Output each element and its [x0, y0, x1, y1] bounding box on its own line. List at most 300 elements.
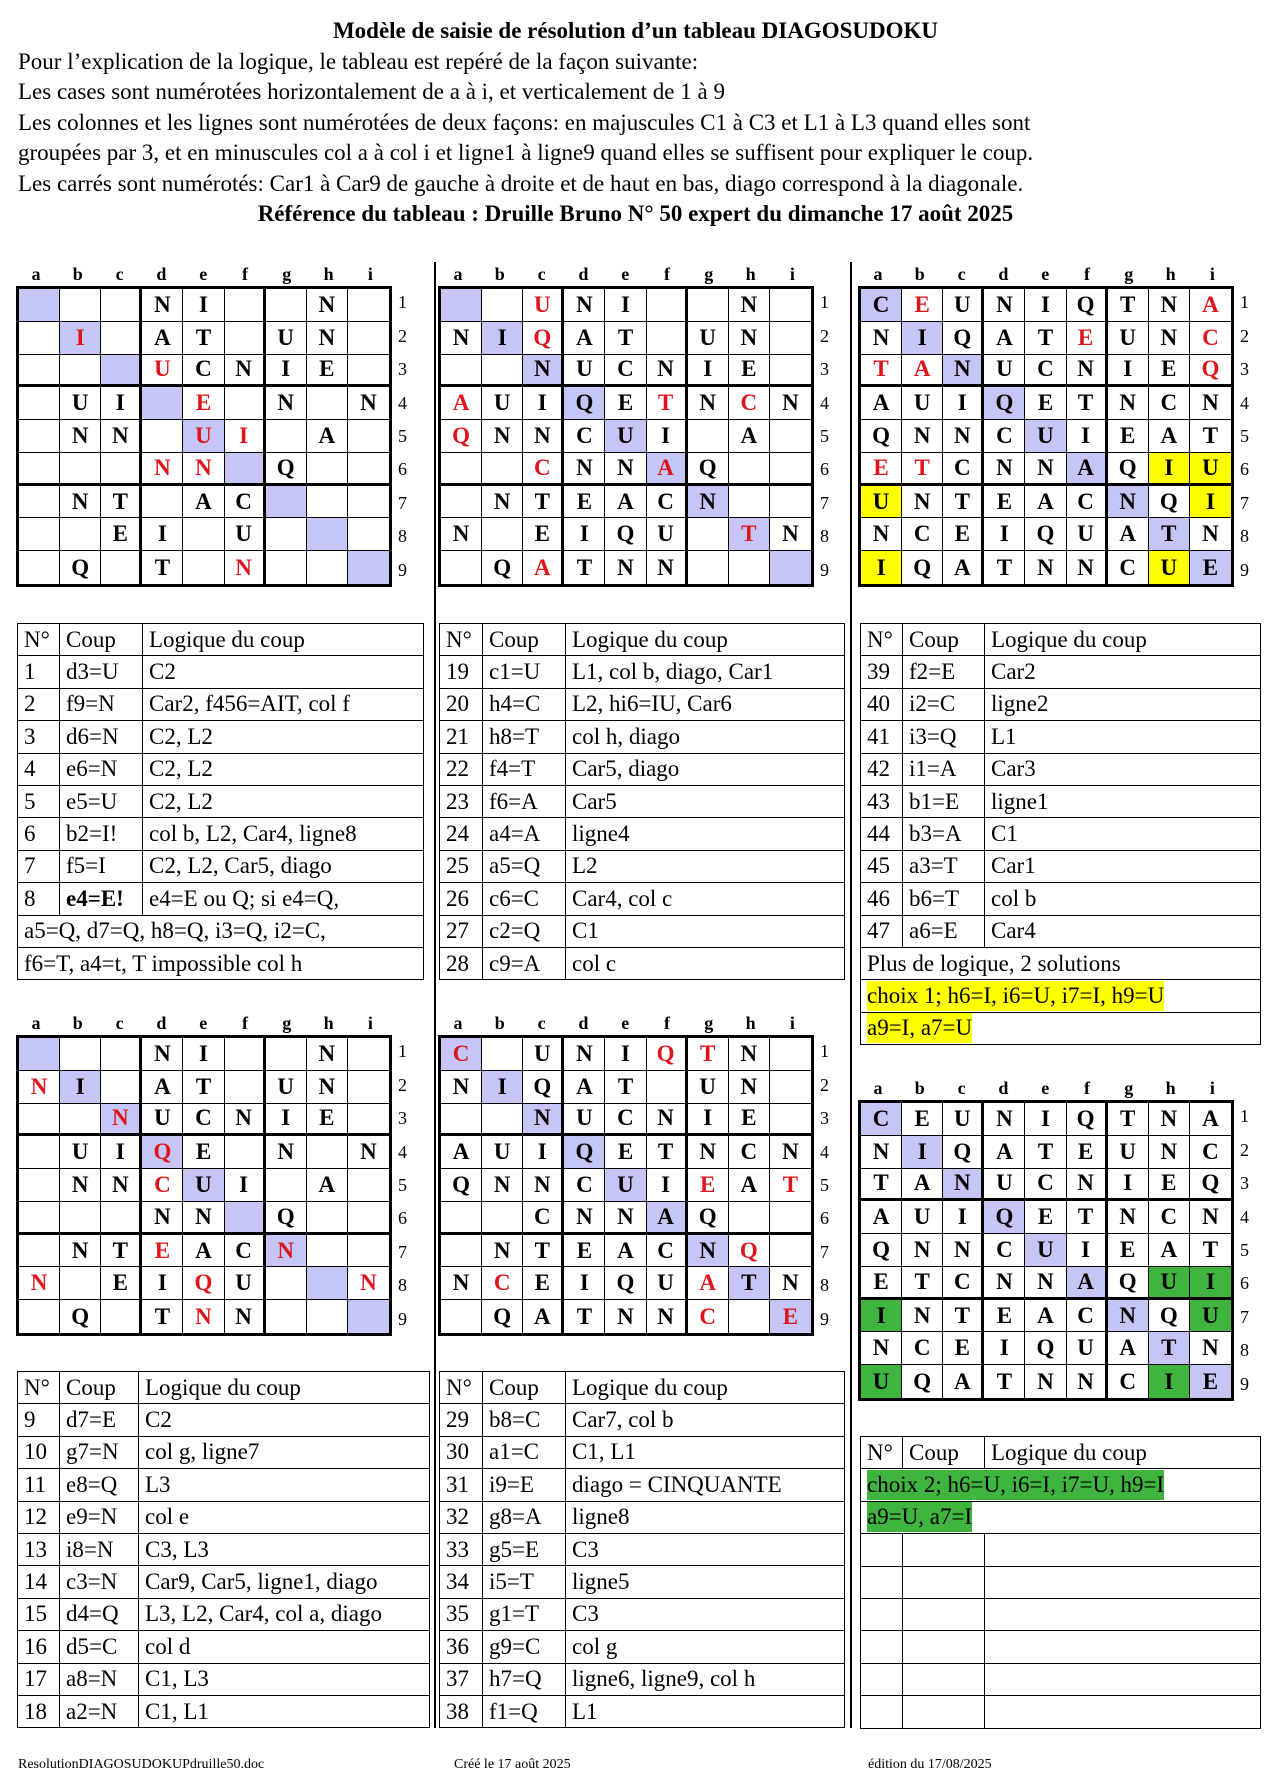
row-number: 3	[820, 359, 829, 380]
grid-cell: U	[225, 1267, 266, 1300]
row-number: 6	[1240, 1273, 1249, 1294]
move-row	[18, 850, 424, 882]
grid-cell: C	[861, 1103, 902, 1136]
move-cell: b8=C	[483, 1404, 566, 1436]
move-cell: 41	[861, 721, 903, 753]
grid-cell	[101, 322, 142, 355]
grid-cell	[101, 453, 142, 486]
grid-cell: E	[1025, 387, 1066, 420]
grid-cell: N	[984, 289, 1025, 322]
grid-cell	[441, 551, 482, 584]
grid-cell	[348, 355, 389, 388]
grid-cell: E	[101, 1267, 142, 1300]
grid-cell: U	[1025, 420, 1066, 453]
move-cell: a2=N	[60, 1695, 139, 1727]
span-row	[861, 1012, 1261, 1044]
move-cell: h4=C	[483, 688, 566, 720]
grid-cell: N	[482, 420, 523, 453]
column-divider	[850, 262, 852, 1728]
row-number: 8	[1240, 1340, 1249, 1361]
span-cell	[18, 915, 424, 947]
move-cell: C3	[566, 1533, 845, 1565]
grid-cell: N	[225, 1300, 266, 1333]
grid-cell: E	[605, 387, 646, 420]
grid-cell: U	[902, 1201, 943, 1234]
grid-cell: N	[441, 1071, 482, 1104]
col-letter: d	[578, 1013, 589, 1033]
move-cell: 40	[861, 688, 903, 720]
row-number: 6	[398, 459, 407, 480]
grid-cell	[19, 387, 60, 420]
grid-cell: U	[482, 387, 523, 420]
row-numbers	[398, 1035, 418, 1336]
move-cell: L1	[566, 1695, 845, 1727]
grid-cell: A	[523, 1300, 564, 1333]
grid-cell: N	[142, 1202, 183, 1235]
grid-cell: I	[1108, 1169, 1149, 1202]
grid-cell	[19, 518, 60, 551]
move-cell: 13	[18, 1533, 60, 1565]
row-number: 7	[398, 1241, 407, 1262]
grid-cell: T	[984, 551, 1025, 584]
row-numbers	[1240, 1100, 1260, 1401]
grid-cell: A	[564, 322, 605, 355]
grid-cell: A	[1149, 420, 1190, 453]
move-row	[18, 1566, 430, 1598]
move-cell: ligne8	[566, 1501, 845, 1533]
move-cell: a3=T	[903, 850, 985, 882]
header	[18, 16, 1253, 230]
empty-cell	[903, 1534, 985, 1566]
move-cell: 35	[440, 1598, 483, 1630]
grid-cell: N	[441, 322, 482, 355]
move-row	[440, 915, 845, 947]
row-number: 5	[820, 1174, 829, 1195]
grid-cell	[688, 420, 729, 453]
grid-cell: T	[1067, 387, 1108, 420]
move-cell: 31	[440, 1469, 483, 1501]
grid-cell	[307, 1267, 348, 1300]
row-number: 5	[1240, 1239, 1249, 1260]
move-cell: f5=I	[60, 850, 143, 882]
grid-cell: U	[1067, 518, 1108, 551]
grid-cell: I	[564, 1267, 605, 1300]
grid-cell	[348, 551, 389, 584]
grid-cell: N	[861, 322, 902, 355]
grid-cell: N	[1025, 1267, 1066, 1300]
grid-cell: N	[307, 289, 348, 322]
move-cell: 2	[18, 688, 60, 720]
span-row	[861, 947, 1261, 979]
grid-cell: E	[183, 1136, 224, 1169]
move-cell: Car5	[566, 785, 845, 817]
grid-cell	[60, 1104, 101, 1137]
move-cell: e6=N	[60, 753, 143, 785]
grid-cell: C	[984, 1234, 1025, 1267]
grid-cell	[441, 1235, 482, 1268]
grid-cell	[183, 518, 224, 551]
move-cell: 6	[18, 818, 60, 850]
move-cell: 12	[18, 1501, 60, 1533]
move-cell: C2, L2	[143, 753, 424, 785]
grid-cell	[307, 486, 348, 519]
grid-cell: N	[183, 1300, 224, 1333]
grid-cell	[729, 453, 770, 486]
grid-cell: U	[647, 1267, 688, 1300]
move-row	[861, 850, 1261, 882]
grid-cell: Q	[266, 1202, 307, 1235]
row-number: 2	[1240, 325, 1249, 346]
grid-cell: T	[1149, 518, 1190, 551]
grid-cell: N	[1067, 551, 1108, 584]
grid-cell: I	[482, 322, 523, 355]
grid-cell: N	[523, 420, 564, 453]
move-cell: ligne4	[566, 818, 845, 850]
move-cell: 39	[861, 656, 903, 688]
row-number: 1	[398, 1041, 407, 1062]
grid-cell: E	[1149, 355, 1190, 388]
move-cell: 27	[440, 915, 483, 947]
move-cell: 20	[440, 688, 483, 720]
grid-cell	[225, 1136, 266, 1169]
move-cell: e4=E!	[60, 883, 143, 915]
col-letter: g	[282, 1013, 292, 1033]
grid-cell	[688, 551, 729, 584]
move-cell: b3=A	[903, 818, 985, 850]
move-row	[18, 1631, 430, 1663]
col-letter: i	[789, 1013, 795, 1033]
grid-cell	[19, 1300, 60, 1333]
col-letter: d	[998, 1078, 1009, 1098]
grid-cell: C	[523, 453, 564, 486]
grid-cell: I	[943, 1201, 984, 1234]
grid-cell	[142, 486, 183, 519]
moves-table-1	[17, 623, 424, 980]
grid-cell	[348, 486, 389, 519]
grid-cell: C	[1190, 322, 1231, 355]
span-text: f6=T, a4=t, T impossible col h	[24, 950, 303, 976]
move-cell: h7=Q	[483, 1663, 566, 1695]
grid-cell: N	[1149, 322, 1190, 355]
grid-cell: N	[101, 1169, 142, 1202]
move-cell: Car4	[985, 915, 1261, 947]
grid-cell: U	[142, 1104, 183, 1137]
move-cell: a8=N	[60, 1663, 139, 1695]
grid-cell: I	[225, 1169, 266, 1202]
move-cell: C2	[139, 1404, 430, 1436]
col-letter: b	[72, 264, 83, 284]
grid-cell	[101, 1202, 142, 1235]
grid-cell: C	[1108, 1365, 1149, 1398]
move-cell: Car9, Car5, ligne1, diago	[139, 1566, 430, 1598]
grid-cell	[348, 1071, 389, 1104]
grid-cell: U	[1108, 322, 1149, 355]
row-number: 3	[398, 1108, 407, 1129]
row-number: 2	[820, 325, 829, 346]
move-cell: 19	[440, 656, 483, 688]
span-cell	[861, 1469, 1261, 1501]
move-row	[440, 818, 845, 850]
grid-cell: A	[142, 1071, 183, 1104]
grid-cell: C	[943, 1267, 984, 1300]
row-numbers	[820, 286, 840, 587]
grid-cell: E	[1025, 1201, 1066, 1234]
grid-cell: N	[688, 387, 729, 420]
grid-cell: C	[729, 1136, 770, 1169]
grid-cell: A	[729, 420, 770, 453]
grid-cell: A	[861, 387, 902, 420]
move-row	[861, 785, 1261, 817]
row-number: 9	[1240, 1373, 1249, 1394]
col-letter: i	[1209, 1078, 1215, 1098]
move-cell: c3=N	[60, 1566, 139, 1598]
move-cell: L2, hi6=IU, Car6	[566, 688, 845, 720]
grid-cell: U	[183, 1169, 224, 1202]
grid-cell: I	[688, 355, 729, 388]
col-letter: h	[1165, 264, 1176, 284]
grid-cell: N	[1108, 486, 1149, 519]
grid-cell: N	[605, 1300, 646, 1333]
col-letter: g	[704, 1013, 714, 1033]
move-cell: 47	[861, 915, 903, 947]
move-cell: 25	[440, 850, 483, 882]
moves-table-4	[17, 1371, 430, 1728]
span-text: choix 2; h6=U, i6=I, i7=U, h9=I	[867, 1470, 1164, 1500]
move-cell: Car1	[985, 850, 1261, 882]
grid-cell: Q	[1149, 1300, 1190, 1333]
grid-cell: C	[482, 1267, 523, 1300]
grid-cell: C	[984, 420, 1025, 453]
grid-cell: N	[861, 518, 902, 551]
grid-cell: I	[605, 1038, 646, 1071]
grid-cell: E	[861, 1267, 902, 1300]
row-number: 2	[398, 1074, 407, 1095]
grid-cell: T	[1025, 1136, 1066, 1169]
move-cell: a5=Q	[483, 850, 566, 882]
empty-cell	[903, 1566, 985, 1598]
empty-cell	[861, 1696, 903, 1728]
grid-cell	[266, 420, 307, 453]
grid-cell: E	[183, 387, 224, 420]
grid-cell: N	[60, 420, 101, 453]
col-letter: i	[367, 1013, 373, 1033]
col-letter: e	[1041, 1078, 1050, 1098]
col-letter: e	[199, 264, 208, 284]
move-cell: C1, L3	[139, 1663, 430, 1695]
move-cell: i8=N	[60, 1533, 139, 1565]
grid-cell: N	[770, 518, 811, 551]
grid-cell: E	[943, 518, 984, 551]
intro-line-5: Les carrés sont numérotés: Car1 à Car9 de gauche à droite et de haut en bas, diago correspond à la diagonale.	[18, 170, 1024, 196]
grid-cell: U	[523, 1038, 564, 1071]
move-cell: col h, diago	[566, 721, 845, 753]
move-row	[18, 688, 424, 720]
empty-cell	[861, 1631, 903, 1663]
row-number: 8	[1240, 526, 1249, 547]
move-cell: C1, L1	[566, 1436, 845, 1468]
grid-cell: T	[861, 355, 902, 388]
moves-table-3	[860, 623, 1261, 1045]
empty-cell	[985, 1631, 1261, 1663]
grid-cell: A	[729, 1169, 770, 1202]
grid-cell: I	[60, 1071, 101, 1104]
grid-cell	[60, 1202, 101, 1235]
grid-cell: Q	[902, 1365, 943, 1398]
grid-cell: N	[142, 453, 183, 486]
grid-cell: N	[266, 1136, 307, 1169]
grid-cell: N	[943, 1234, 984, 1267]
move-cell: 43	[861, 785, 903, 817]
grid-cell: Q	[266, 453, 307, 486]
grid-cell	[266, 1300, 307, 1333]
grid-cell: T	[1025, 322, 1066, 355]
col-letter: f	[1084, 264, 1090, 284]
grid-cell: N	[482, 1235, 523, 1268]
row-number: 1	[1240, 1106, 1249, 1127]
span-row	[18, 915, 424, 947]
move-cell: h8=T	[483, 721, 566, 753]
grid-cell	[19, 1136, 60, 1169]
move-cell: ligne2	[985, 688, 1261, 720]
grid-cell	[307, 518, 348, 551]
move-row	[861, 818, 1261, 850]
move-cell: col c	[566, 947, 845, 979]
move-cell: 17	[18, 1663, 60, 1695]
grid-cell: Q	[984, 387, 1025, 420]
empty-cell	[861, 1663, 903, 1695]
row-number: 1	[820, 292, 829, 313]
grid-cell: T	[688, 1038, 729, 1071]
move-row	[861, 656, 1261, 688]
grid-cell	[307, 453, 348, 486]
grid-cell	[266, 289, 307, 322]
move-row	[440, 753, 845, 785]
grid-cell: Q	[1149, 486, 1190, 519]
move-row	[18, 1663, 430, 1695]
grid-cell	[482, 453, 523, 486]
grid-cell	[142, 387, 183, 420]
grid-cell: T	[564, 551, 605, 584]
grid-cell	[348, 420, 389, 453]
move-cell: c2=Q	[483, 915, 566, 947]
table-header-row	[18, 1372, 430, 1404]
move-cell: L3	[139, 1469, 430, 1501]
empty-cell	[861, 1566, 903, 1598]
moves-table-2	[439, 623, 845, 980]
move-cell: ligne1	[985, 785, 1261, 817]
grid-cell: C	[605, 355, 646, 388]
col-letter: c	[957, 264, 966, 284]
footer-created: Créé le 17 août 2025	[454, 1757, 571, 1772]
row-number: 5	[398, 1174, 407, 1195]
grid-cell: E	[1108, 1234, 1149, 1267]
move-cell: 14	[18, 1566, 60, 1598]
grid-cell: U	[984, 355, 1025, 388]
grid-cell	[348, 453, 389, 486]
move-cell: 15	[18, 1598, 60, 1630]
grid-cell: N	[729, 289, 770, 322]
move-cell: L2	[566, 850, 845, 882]
row-number: 9	[820, 559, 829, 580]
grid-cell: A	[564, 1071, 605, 1104]
grid-cell: C	[564, 1169, 605, 1202]
grid-cell: N	[647, 551, 688, 584]
grid-cell: N	[943, 1169, 984, 1202]
sudoku-grid	[438, 286, 814, 587]
grid-cell	[225, 1038, 266, 1071]
empty-row	[861, 1534, 1261, 1566]
move-row	[861, 915, 1261, 947]
span-row	[861, 980, 1261, 1012]
grid-cell: N	[729, 322, 770, 355]
grid-cell: A	[1190, 289, 1231, 322]
grid-cell: N	[183, 1202, 224, 1235]
grid-cell: T	[729, 518, 770, 551]
grid-cell: A	[984, 1136, 1025, 1169]
header-cell: Logique du coup	[566, 624, 845, 656]
grid-cell: N	[902, 1300, 943, 1333]
move-cell: d7=E	[60, 1404, 139, 1436]
grid-cell: Q	[441, 1169, 482, 1202]
grid-cell: A	[647, 1202, 688, 1235]
grid-cell: N	[142, 289, 183, 322]
col-letter: a	[31, 1013, 41, 1033]
grid-cell	[647, 322, 688, 355]
move-cell: Car7, col b	[566, 1404, 845, 1436]
row-number: 5	[1240, 425, 1249, 446]
grid-cell: Q	[1067, 289, 1108, 322]
move-cell: 5	[18, 785, 60, 817]
grid-cell: N	[1067, 1365, 1108, 1398]
grid-cell: I	[647, 1169, 688, 1202]
grid-cell: E	[1067, 1136, 1108, 1169]
grid-cell: Q	[482, 1300, 523, 1333]
grid-cell: N	[1149, 1136, 1190, 1169]
grid-cell: N	[861, 1332, 902, 1365]
move-cell: d3=U	[60, 656, 143, 688]
grid-cell: N	[307, 322, 348, 355]
grid-cell: Q	[60, 1300, 101, 1333]
grid-cell: I	[902, 1136, 943, 1169]
grid-cell	[729, 551, 770, 584]
grid-cell	[225, 453, 266, 486]
grid-cell: N	[60, 486, 101, 519]
grid-cell: I	[605, 289, 646, 322]
row-numbers	[1240, 286, 1260, 587]
grid-cell: U	[861, 1365, 902, 1398]
move-row	[18, 656, 424, 688]
grid-cell: N	[19, 1071, 60, 1104]
grid-cell	[19, 1169, 60, 1202]
header-cell: Logique du coup	[139, 1372, 430, 1404]
move-cell: Car3	[985, 753, 1261, 785]
grid-cell: N	[729, 1071, 770, 1104]
grid-cell: T	[183, 1071, 224, 1104]
grid-cell: N	[482, 486, 523, 519]
move-cell: 37	[440, 1663, 483, 1695]
span-row	[18, 947, 424, 979]
grid-cell: A	[441, 387, 482, 420]
header-cell: Logique du coup	[985, 1437, 1261, 1469]
move-cell: ligne6, ligne9, col h	[566, 1663, 845, 1695]
grid-cell: N	[348, 387, 389, 420]
move-row	[18, 818, 424, 850]
grid-cell: E	[1149, 1169, 1190, 1202]
move-cell: 33	[440, 1533, 483, 1565]
move-cell: f6=A	[483, 785, 566, 817]
grid-cell: I	[482, 1071, 523, 1104]
row-number: 7	[398, 492, 407, 513]
